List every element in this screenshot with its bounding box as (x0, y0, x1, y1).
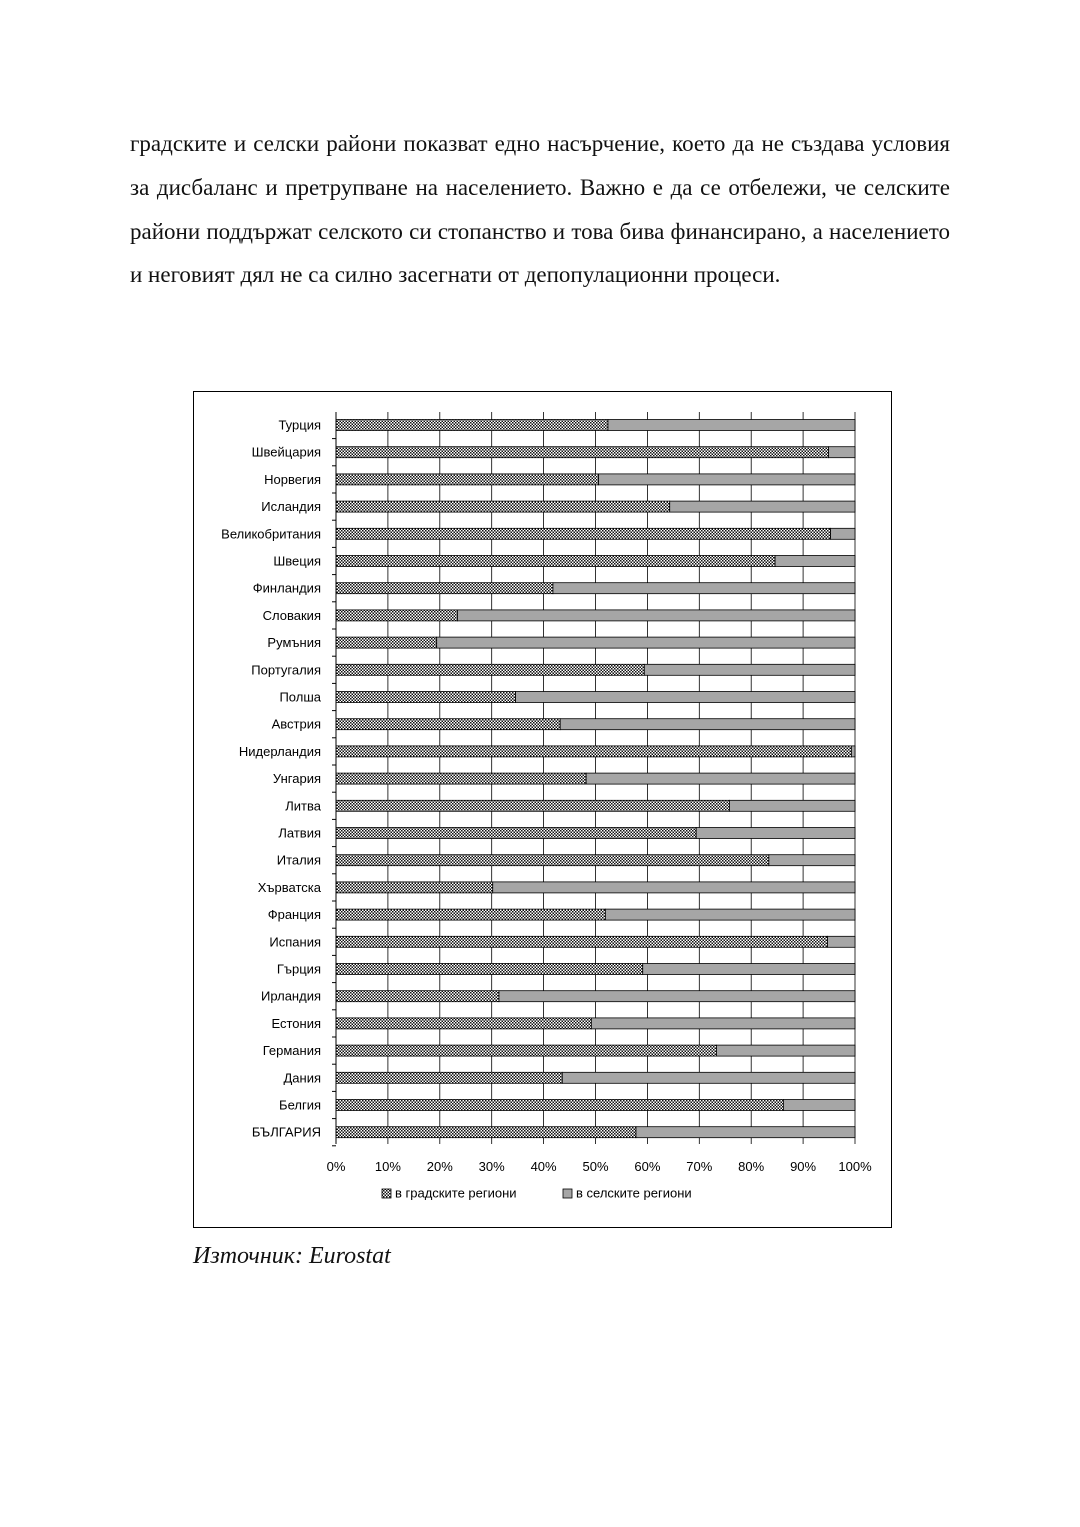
bar-rural (516, 692, 855, 703)
bar-urban (336, 719, 560, 730)
category-label: Естония (271, 1015, 321, 1031)
bar-rural (831, 528, 855, 539)
category-label: Полша (279, 689, 321, 705)
bar-rural (696, 828, 855, 839)
legend-swatch-urban (382, 1189, 391, 1198)
category-label: Испания (269, 934, 321, 950)
category-label: Хърватска (257, 879, 321, 895)
bar-urban (336, 964, 643, 975)
bar-urban (336, 746, 851, 757)
category-label: Франция (267, 907, 321, 923)
category-label: Белгия (279, 1097, 321, 1113)
bar-rural (493, 882, 855, 893)
category-label: Гърция (276, 961, 321, 977)
category-label: Финландия (252, 580, 321, 596)
category-label: Турция (278, 417, 321, 433)
axes (332, 412, 336, 1146)
category-label: Австрия (271, 716, 321, 732)
legend-label-urban: в градските региони (395, 1185, 517, 1201)
bar-urban (336, 556, 775, 567)
bar-rural (670, 501, 855, 512)
bar-urban (336, 936, 827, 947)
bar-urban (336, 773, 586, 784)
bar-rural (608, 420, 855, 431)
bar-urban (336, 610, 457, 621)
bar-rural (775, 556, 855, 567)
bar-rural (591, 1018, 855, 1029)
category-label: Великобритания (221, 526, 321, 542)
category-label: Италия (276, 852, 321, 868)
bar-rural (499, 991, 855, 1002)
bar-rural (457, 610, 855, 621)
category-label: Португалия (251, 662, 321, 678)
bar-urban (336, 991, 499, 1002)
x-tick-label: 80% (738, 1159, 765, 1174)
x-tick-label: 60% (634, 1159, 661, 1174)
bar-rural (599, 474, 855, 485)
bar-urban (336, 501, 670, 512)
category-label: Швейцария (251, 444, 321, 460)
stacked-bar-chart (194, 392, 893, 1229)
legend (382, 1186, 692, 1201)
bar-rural (562, 1072, 855, 1083)
bar-urban (336, 828, 696, 839)
category-label: Словакия (262, 607, 321, 623)
bar-urban (336, 1100, 783, 1111)
bar-urban (336, 474, 599, 485)
bar-urban (336, 882, 493, 893)
x-tick-label: 0% (326, 1159, 346, 1174)
category-label: Латвия (278, 825, 321, 841)
legend-label-rural: в селските региони (576, 1185, 692, 1201)
x-tick-label: 90% (790, 1159, 817, 1174)
category-label: БЪЛГАРИЯ (251, 1124, 321, 1140)
x-tick-label: 70% (686, 1159, 713, 1174)
bar-rural (716, 1045, 855, 1056)
bar-urban (336, 800, 729, 811)
bar-rural (783, 1100, 855, 1111)
bar-rural (553, 583, 855, 594)
bar-rural (827, 936, 855, 947)
bar-urban (336, 1045, 716, 1056)
bar-urban (336, 855, 769, 866)
category-label: Ирландия (260, 988, 321, 1004)
bar-urban (336, 664, 644, 675)
bar-urban (336, 583, 553, 594)
bar-urban (336, 1127, 636, 1138)
category-label: Литва (285, 798, 321, 814)
bar-rural (829, 447, 855, 458)
bar-urban (336, 692, 516, 703)
bar-rural (586, 773, 855, 784)
bar-rural (605, 909, 855, 920)
bar-urban (336, 447, 829, 458)
bar-rural (560, 719, 855, 730)
legend-swatch-rural (563, 1189, 572, 1198)
source-caption: Източник: Eurostat (193, 1243, 391, 1269)
category-label: Дания (283, 1070, 321, 1086)
bar-urban (336, 1018, 591, 1029)
bar-urban (336, 637, 437, 648)
bar-rural (437, 637, 855, 648)
x-tick-label: 100% (838, 1159, 872, 1174)
bar-rural (729, 800, 855, 811)
bar-urban (336, 420, 608, 431)
category-label: Норвегия (264, 471, 321, 487)
x-tick-labels (327, 1159, 872, 1174)
bar-urban (336, 528, 831, 539)
bar-rural (643, 964, 855, 975)
category-label: Унгария (272, 771, 321, 787)
bar-urban (336, 1072, 562, 1083)
x-tick-label: 40% (530, 1159, 557, 1174)
bar-rural (851, 746, 855, 757)
x-tick-label: 10% (374, 1159, 401, 1174)
chart-frame (193, 391, 892, 1228)
category-label: Исландия (261, 499, 321, 515)
x-tick-label: 30% (478, 1159, 505, 1174)
category-label: Нидерландия (238, 743, 321, 759)
x-tick-label: 50% (582, 1159, 609, 1174)
bar-rural (636, 1127, 855, 1138)
x-tick-label: 20% (426, 1159, 453, 1174)
category-label: Швеция (273, 553, 321, 569)
category-label: Германия (262, 1043, 321, 1059)
body-paragraph: градските и селски райони показват едно насърчение, което да не създава условия за дисбаланс и претрупване на населението. Важно е да се отбележи, че селските райони поддържат селското си стопанство и това бива финансирано, а населението и неговият дял не са силно засегнати от депопулационни процеси. (130, 131, 950, 288)
category-labels (221, 418, 322, 1140)
bar-urban (336, 909, 605, 920)
bar-rural (769, 855, 855, 866)
category-label: Румъния (267, 635, 321, 651)
bar-rural (644, 664, 855, 675)
